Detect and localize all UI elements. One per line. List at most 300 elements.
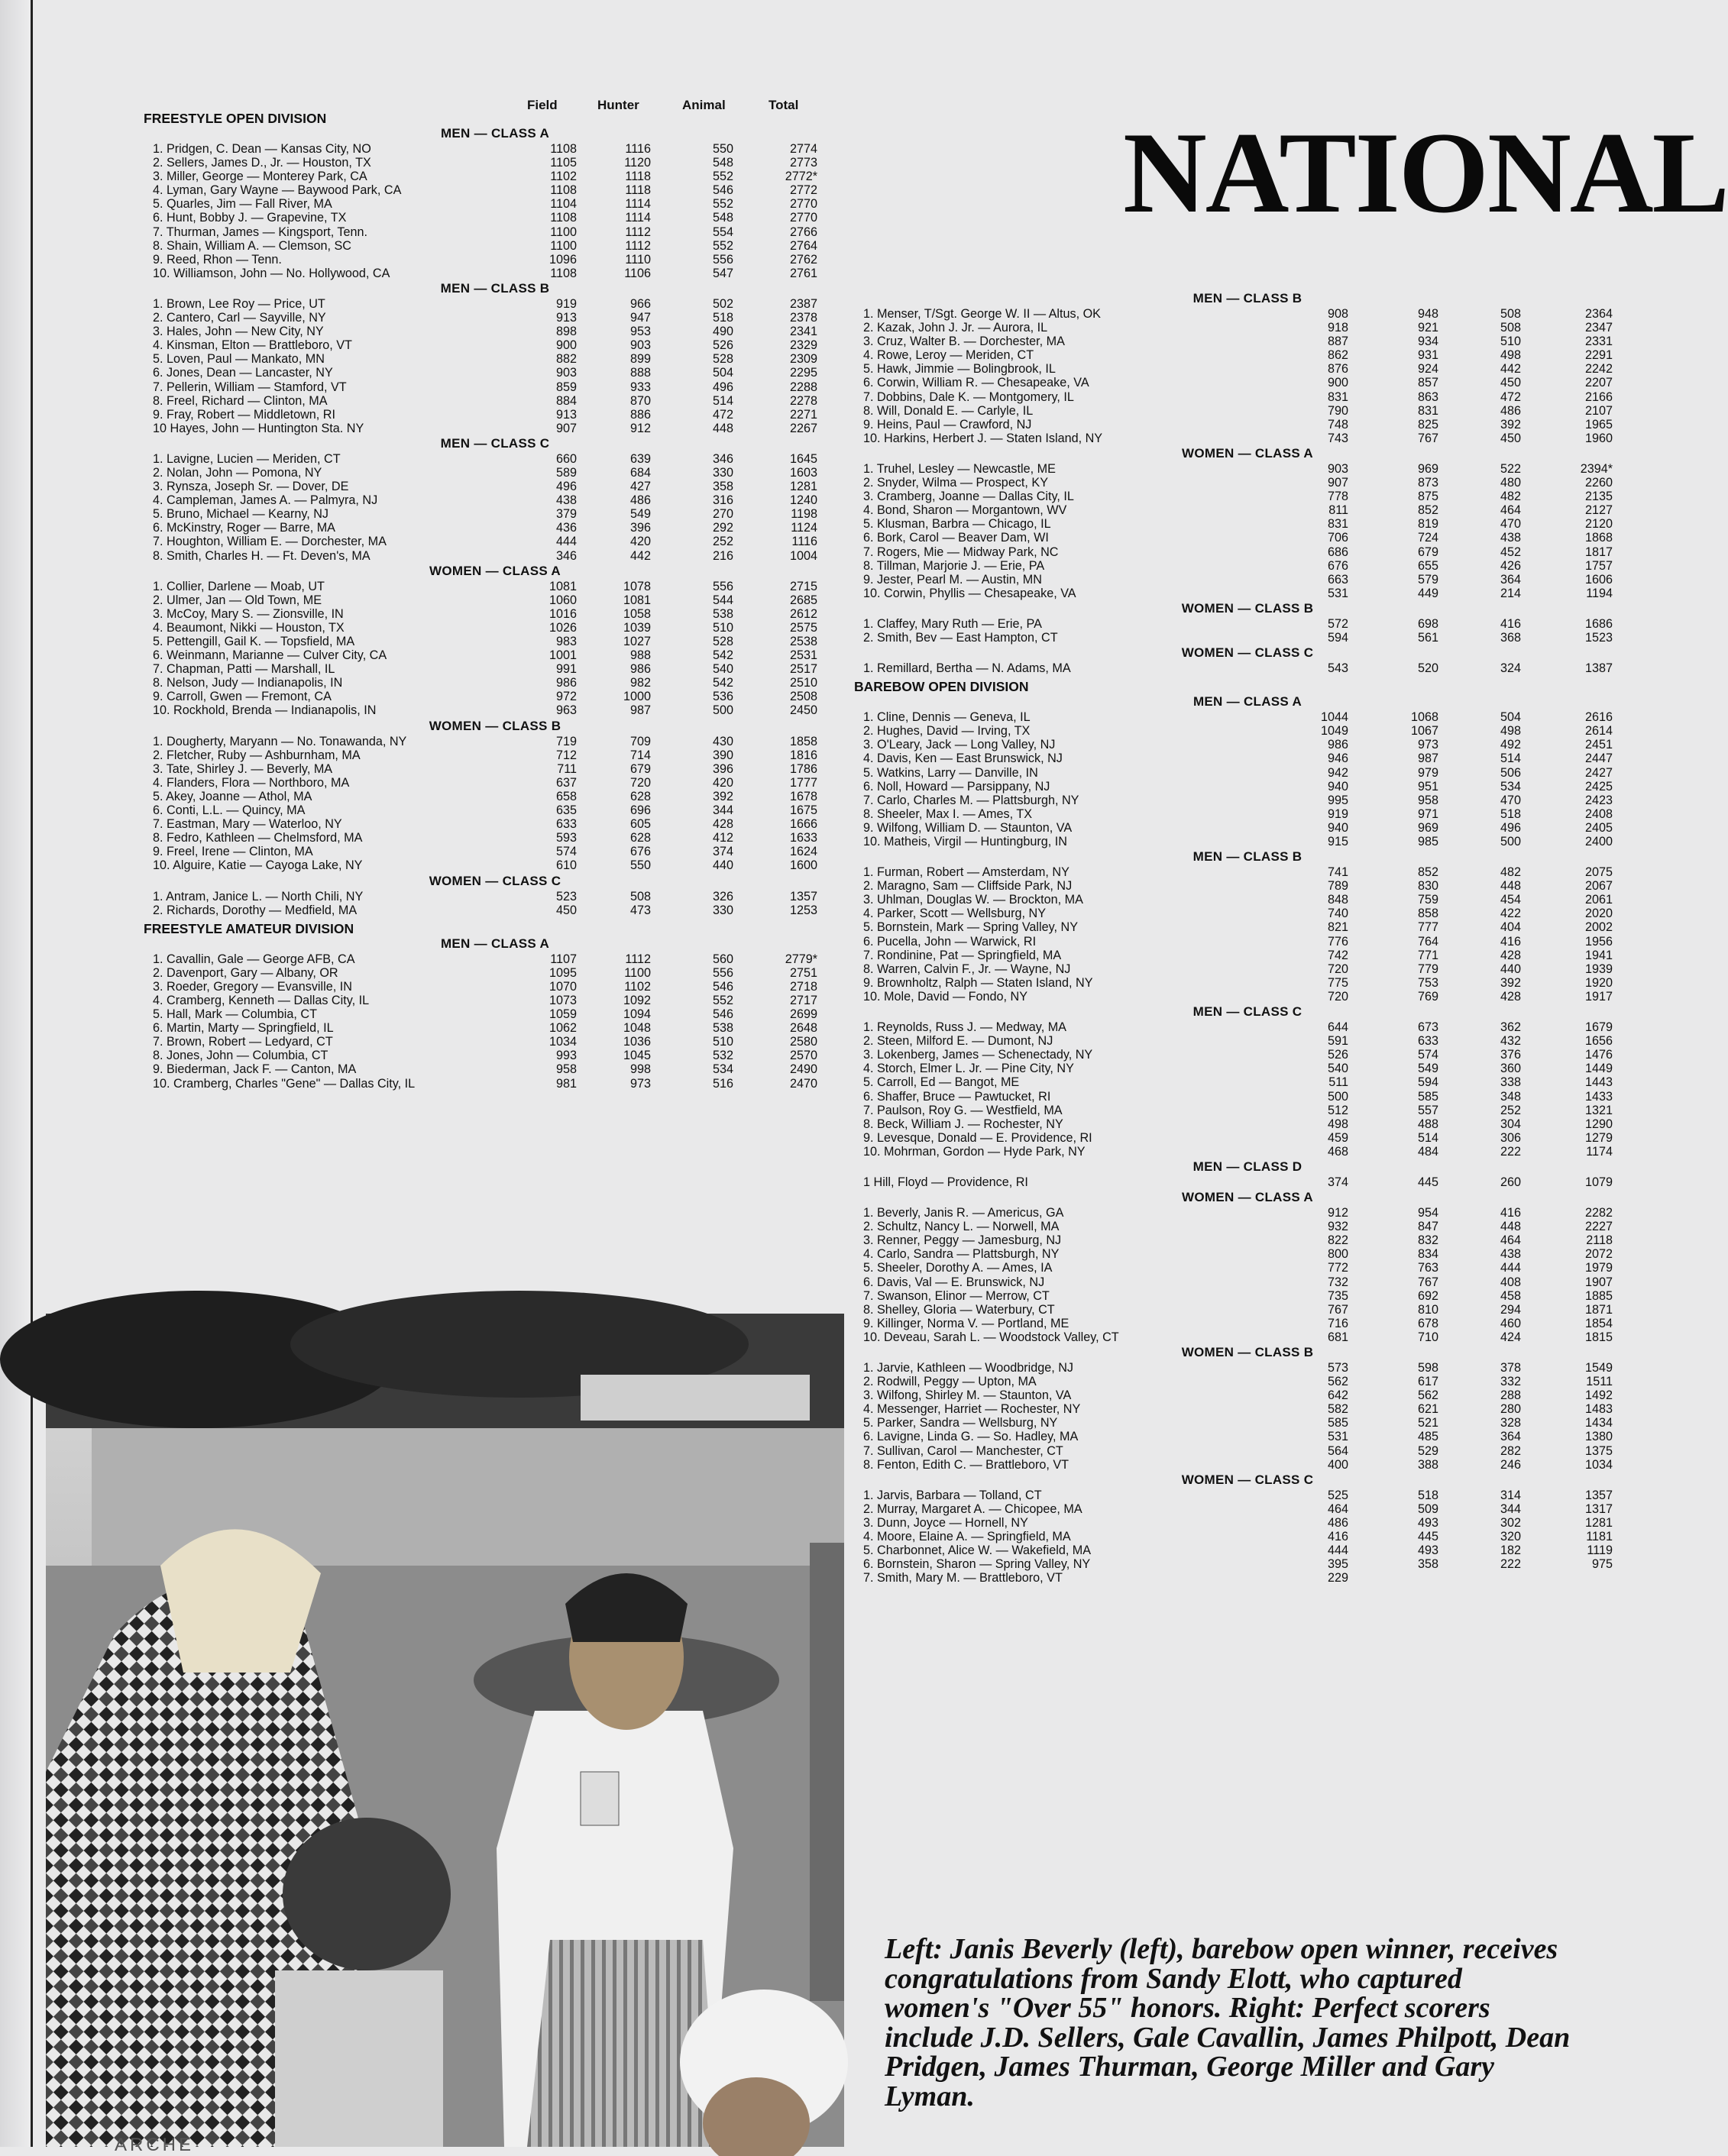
field-score: 436 [555, 521, 577, 535]
archer-name: 6. Corwin, William R. — Chesapeake, VA [863, 376, 1089, 390]
total-score: 1124 [791, 521, 817, 535]
archer-name: 3. O'Leary, Jack — Long Valley, NJ [863, 738, 1056, 752]
field-score: 790 [1327, 403, 1348, 418]
archer-name: 4. Carlo, Sandra — Plattsburgh, NY [863, 1247, 1060, 1262]
field-score: 572 [1327, 616, 1348, 631]
result-row [144, 762, 846, 776]
result-row [854, 376, 1641, 390]
field-score: 511 [1328, 1075, 1348, 1090]
result-row [854, 432, 1641, 445]
animal-score: 294 [1500, 1302, 1521, 1317]
archer-name: 8. Nelson, Judy — Indianapolis, IN [153, 676, 343, 690]
hunter-score: 767 [1417, 1275, 1438, 1289]
archer-name: 7. Rondinine, Pat — Springfield, MA [863, 948, 1062, 962]
hunter-score: 969 [1417, 820, 1438, 835]
class-heading: MEN — CLASS B [1192, 849, 1302, 865]
total-score: 1317 [1584, 1501, 1613, 1516]
field-score: 444 [1327, 1543, 1348, 1558]
total-score: 2260 [1584, 476, 1613, 490]
animal-score: 320 [1500, 1530, 1521, 1544]
result-row [854, 821, 1641, 835]
animal-score: 482 [1500, 865, 1521, 880]
hunter-score: 886 [629, 407, 651, 422]
result-row [144, 170, 846, 183]
field-score: 593 [555, 831, 577, 845]
total-score: 2616 [1584, 710, 1613, 725]
total-score: 2002 [1584, 920, 1613, 935]
hunter-score: 973 [629, 1076, 651, 1091]
total-score: 1941 [1584, 948, 1613, 962]
archer-name: 8. Jones, John — Columbia, CT [153, 1049, 328, 1063]
total-score: 2271 [789, 407, 817, 422]
result-row [854, 321, 1641, 335]
result-row [854, 362, 1641, 376]
field-score: 1104 [550, 197, 577, 212]
hunter-score: 852 [1417, 503, 1438, 518]
hunter-score: 673 [1417, 1020, 1438, 1035]
archer-name: 1. Remillard, Bertha — N. Adams, MA [863, 661, 1071, 676]
animal-score: 328 [1500, 1416, 1521, 1430]
field-score: 660 [555, 451, 577, 466]
hunter-score: 1112 [625, 225, 651, 239]
animal-score: 496 [1500, 820, 1521, 835]
archer-name: 5. Hall, Mark — Columbia, CT [153, 1007, 317, 1022]
field-score: 859 [555, 380, 577, 394]
class-heading: WOMEN — CLASS A [1182, 445, 1313, 461]
hunter-score: 777 [1417, 920, 1438, 935]
field-score: 900 [1327, 376, 1348, 390]
field-score: 983 [555, 635, 577, 648]
archer-name: 2. Rodwill, Peggy — Upton, MA [863, 1375, 1037, 1389]
field-score: 720 [1327, 989, 1348, 1004]
archer-name: 7. Chapman, Patti — Marshall, IL [153, 662, 335, 677]
result-row [144, 422, 846, 435]
hunter-score: 873 [1417, 476, 1438, 490]
archer-name: 3. Cruz, Walter B. — Dorchester, MA [863, 335, 1065, 349]
total-score: 2400 [1584, 835, 1613, 849]
result-row [854, 835, 1641, 849]
total-score: 1871 [1584, 1302, 1613, 1317]
result-row [854, 1430, 1641, 1443]
hunter-score: 445 [1417, 1175, 1438, 1189]
hunter-score: 1039 [623, 620, 651, 635]
result-row [854, 794, 1641, 807]
field-score: 940 [1327, 820, 1348, 835]
archer-name: 9. Killinger, Norma V. — Portland, ME [863, 1316, 1069, 1330]
hunter-score: 969 [1417, 461, 1438, 476]
result-row [854, 1458, 1641, 1472]
field-score: 464 [1327, 1501, 1348, 1516]
hunter-score: 561 [1417, 630, 1438, 645]
total-score: 1079 [1584, 1175, 1613, 1189]
class-heading: WOMEN — CLASS C [1181, 645, 1314, 661]
total-score: 2510 [789, 676, 817, 690]
hunter-score: 832 [1417, 1233, 1438, 1248]
animal-score: 348 [1500, 1089, 1521, 1104]
animal-score: 460 [1500, 1316, 1521, 1330]
hunter-score: 987 [1417, 752, 1438, 766]
result-row [854, 1048, 1641, 1062]
hunter-score: 825 [1417, 417, 1438, 432]
result-row [144, 858, 846, 872]
animal-score: 412 [712, 831, 733, 845]
result-row [144, 776, 846, 790]
result-row [144, 297, 846, 311]
animal-score: 506 [1500, 765, 1521, 780]
total-score: 2331 [1584, 335, 1613, 349]
total-score: 1645 [789, 451, 817, 466]
hunter-score: 903 [629, 338, 651, 353]
field-score: 450 [555, 903, 577, 917]
animal-score: 510 [712, 620, 733, 635]
result-row [854, 631, 1641, 645]
division-title: FREESTYLE AMATEUR DIVISION [144, 920, 354, 936]
result-row [854, 476, 1641, 490]
field-score: 862 [1327, 348, 1348, 363]
result-row [144, 803, 846, 817]
archer-name: 1. Furman, Robert — Amsterdam, NY [863, 865, 1069, 880]
archer-name: 4. Cramberg, Kenneth — Dallas City, IL [153, 993, 370, 1007]
hunter-score: 679 [1417, 545, 1438, 559]
archer-name: 9. Brownholtz, Ralph — Staten Island, NY [863, 975, 1093, 990]
total-score: 975 [1591, 1557, 1613, 1572]
hunter-score: 388 [1417, 1457, 1438, 1472]
field-score: 900 [555, 338, 577, 353]
result-row [144, 676, 846, 690]
hunter-score: 549 [1417, 1062, 1438, 1076]
result-row [854, 1131, 1641, 1145]
result-row [144, 1049, 846, 1062]
total-score: 2580 [789, 1035, 817, 1049]
animal-score: 280 [1500, 1402, 1521, 1417]
hunter-score: 485 [1417, 1430, 1438, 1444]
field-score: 887 [1327, 335, 1348, 349]
field-score: 898 [555, 325, 577, 339]
total-score: 2072 [1584, 1247, 1613, 1262]
result-row [854, 617, 1641, 631]
result-row [854, 462, 1641, 476]
archer-name: 10. Rockhold, Brenda — Indianapolis, IN [153, 703, 377, 718]
result-row [854, 531, 1641, 545]
animal-score: 346 [712, 451, 733, 466]
archer-name: 8. Beck, William J. — Rochester, NY [863, 1117, 1063, 1131]
result-row [144, 593, 846, 607]
animal-score: 510 [712, 1035, 733, 1049]
animal-score: 548 [712, 156, 733, 170]
animal-score: 444 [1500, 1261, 1521, 1275]
total-score: 2762 [789, 252, 817, 267]
field-score: 582 [1327, 1402, 1348, 1417]
archer-name: 8. Fedro, Kathleen — Chelmsford, MA [153, 831, 363, 845]
total-score: 2685 [789, 593, 817, 607]
field-score: 1100 [550, 238, 577, 253]
class-heading: MEN — CLASS C [1192, 1004, 1302, 1020]
result-row [144, 380, 846, 394]
animal-score: 448 [1500, 1220, 1521, 1234]
animal-score: 504 [712, 366, 733, 380]
animal-score: 514 [1500, 752, 1521, 766]
hunter-score: 1114 [625, 197, 651, 212]
field-score: 940 [1327, 779, 1348, 794]
field-score: 1081 [548, 579, 577, 593]
total-score: 1281 [789, 480, 817, 494]
result-row [144, 211, 846, 225]
hunter-score: 484 [1417, 1144, 1438, 1159]
result-row [854, 559, 1641, 573]
result-row [144, 831, 846, 845]
hunter-score: 684 [629, 465, 651, 480]
archer-name: 6. Pucella, John — Warwick, RI [863, 934, 1037, 949]
total-score: 2770 [789, 197, 817, 212]
field-score: 789 [1327, 879, 1348, 894]
total-score: 2450 [789, 703, 817, 718]
field-score: 932 [1327, 1220, 1348, 1234]
hunter-score: 520 [1417, 661, 1438, 676]
field-score: 663 [1327, 572, 1348, 587]
field-score: 848 [1327, 893, 1348, 907]
field-score: 637 [555, 775, 577, 790]
total-score: 2715 [789, 579, 817, 593]
animal-score: 374 [712, 845, 733, 859]
hunter-score: 1067 [1410, 724, 1438, 739]
result-row [144, 466, 846, 480]
result-row [144, 890, 846, 903]
archer-name: 6. Lavigne, Linda G. — So. Hadley, MA [863, 1430, 1079, 1444]
archer-name: 7. Eastman, Mary — Waterloo, NY [153, 817, 342, 832]
division-title: FREESTYLE OPEN DIVISION [144, 111, 327, 126]
total-score: 2288 [789, 380, 817, 394]
total-score: 1854 [1584, 1316, 1613, 1330]
field-score: 706 [1327, 531, 1348, 545]
field-score: 444 [555, 535, 577, 549]
archer-name: 1 Hill, Floyd — Providence, RI [863, 1175, 1028, 1189]
total-score: 2120 [1584, 517, 1613, 532]
result-row [144, 197, 846, 211]
total-score: 1679 [1584, 1020, 1613, 1035]
hunter-score: 679 [629, 761, 651, 776]
result-row [854, 1543, 1641, 1557]
animal-score: 288 [1500, 1388, 1521, 1403]
hunter-score: 852 [1417, 865, 1438, 880]
archer-name: 2. Sellers, James D., Jr. — Houston, TX [153, 156, 371, 170]
result-row [854, 1020, 1641, 1034]
archer-name: 5. Charbonnet, Alice W. — Wakefield, MA [863, 1543, 1092, 1558]
field-score: 778 [1327, 490, 1348, 504]
animal-score: 532 [712, 1049, 733, 1063]
class-heading: MEN — CLASS A [1192, 694, 1302, 710]
hunter-score: 988 [629, 648, 651, 663]
total-score: 2291 [1584, 348, 1613, 363]
result-row [854, 1303, 1641, 1317]
field-score: 913 [555, 407, 577, 422]
hunter-score: 574 [1417, 1048, 1438, 1062]
archer-name: 3. Rynsza, Joseph Sr. — Dover, DE [153, 480, 349, 494]
field-score: 531 [1327, 586, 1348, 600]
animal-score: 448 [1500, 879, 1521, 894]
hunter-score: 857 [1417, 376, 1438, 390]
archer-name: 9. Biederman, Jack F. — Canton, MA [153, 1062, 357, 1077]
archer-name: 5. Loven, Paul — Mankato, MN [153, 352, 325, 367]
result-row [854, 1075, 1641, 1089]
hunter-score: 514 [1417, 1130, 1438, 1145]
result-row [854, 1330, 1641, 1344]
hunter-score: 639 [629, 451, 651, 466]
total-score: 2699 [789, 1007, 817, 1022]
archer-name: 7. Paulson, Roy G. — Westfield, MA [863, 1103, 1063, 1117]
total-score: 2538 [789, 635, 817, 648]
total-score: 1603 [789, 465, 817, 480]
hunter-score: 767 [1417, 431, 1438, 445]
animal-score: 316 [712, 493, 733, 508]
hunter-score: 420 [629, 535, 651, 549]
animal-score: 472 [1500, 390, 1521, 404]
result-row [854, 517, 1641, 531]
archer-name: 2. Murray, Margaret A. — Chicopee, MA [863, 1501, 1082, 1516]
field-score: 972 [555, 690, 577, 704]
result-row [144, 952, 846, 966]
archer-name: 8. Shelley, Gloria — Waterbury, CT [863, 1302, 1055, 1317]
archer-name: 2. Fletcher, Ruby — Ashburnham, MA [153, 748, 361, 762]
animal-score: 416 [1500, 616, 1521, 631]
result-row [854, 661, 1641, 675]
hunter-score: 724 [1417, 531, 1438, 545]
hunter-score: 948 [1417, 307, 1438, 321]
animal-score: 538 [712, 1021, 733, 1036]
total-score: 2267 [789, 421, 817, 435]
animal-score: 482 [1500, 490, 1521, 504]
class-heading: WOMEN — CLASS A [1182, 1190, 1313, 1205]
field-score: 915 [1327, 835, 1348, 849]
total-score: 1443 [1584, 1075, 1613, 1090]
total-score: 2490 [789, 1062, 817, 1077]
hunter-score: 971 [1417, 806, 1438, 821]
total-score: 1492 [1584, 1388, 1613, 1403]
hunter-score: 1045 [623, 1049, 651, 1063]
hunter-score: 986 [629, 662, 651, 677]
field-score: 468 [1327, 1144, 1348, 1159]
field-score: 776 [1327, 934, 1348, 949]
field-score: 500 [1327, 1089, 1348, 1104]
hunter-score: 753 [1417, 975, 1438, 990]
animal-score: 452 [1500, 545, 1521, 559]
total-score: 1380 [1584, 1430, 1613, 1444]
archer-name: 8. Warren, Calvin F., Jr. — Wayne, NJ [863, 962, 1071, 976]
total-score: 2764 [789, 238, 817, 253]
archer-name: 10 Hayes, John — Huntington Sta. NY [153, 421, 364, 435]
animal-score: 344 [712, 803, 733, 818]
result-row [144, 1077, 846, 1091]
result-row [144, 735, 846, 748]
col-header-hunter: Hunter [597, 98, 639, 112]
hunter-score: 486 [629, 493, 651, 508]
field-score: 919 [555, 296, 577, 311]
archer-name: 5. Bornstein, Mark — Spring Valley, NY [863, 920, 1078, 935]
total-score: 1240 [789, 493, 817, 508]
archer-name: 3. Uhlman, Douglas W. — Brockton, MA [863, 893, 1083, 907]
animal-score: 534 [712, 1062, 733, 1077]
archer-name: 6. Weinmann, Marianne — Culver City, CA [153, 648, 387, 663]
field-score: 1100 [550, 225, 577, 239]
field-score: 1073 [548, 993, 577, 1007]
field-score: 374 [1327, 1175, 1348, 1189]
total-score: 1279 [1584, 1130, 1613, 1145]
archer-name: 10. Williamson, John — No. Hollywood, CA [153, 266, 390, 280]
animal-score: 344 [1500, 1501, 1521, 1516]
total-score: 1757 [1584, 558, 1613, 573]
result-row [854, 1289, 1641, 1303]
archer-name: 7. Carlo, Charles M. — Plattsburgh, NY [863, 793, 1079, 807]
class-heading: WOMEN — CLASS B [429, 718, 561, 733]
archer-name: 10. Alguire, Katie — Cayoga Lake, NY [153, 858, 363, 873]
animal-score: 252 [1500, 1103, 1521, 1117]
field-score: 958 [555, 1062, 577, 1077]
total-score: 2075 [1584, 865, 1613, 880]
hunter-score: 1110 [625, 252, 651, 267]
result-row [144, 452, 846, 466]
hunter-score: 529 [1417, 1443, 1438, 1458]
archer-name: 9. Heins, Paul — Crawford, NJ [863, 417, 1032, 432]
archer-name: 4. Bond, Sharon — Morgantown, WV [863, 503, 1067, 518]
class-heading: MEN — CLASS A [440, 126, 550, 141]
total-score: 2570 [789, 1049, 817, 1063]
result-row [854, 1175, 1641, 1189]
archer-name: 2. Smith, Bev — East Hampton, CT [863, 630, 1058, 645]
field-score: 882 [555, 352, 577, 367]
total-score: 2067 [1584, 879, 1613, 894]
animal-score: 270 [712, 507, 733, 522]
result-row [144, 662, 846, 676]
field-score: 400 [1327, 1457, 1348, 1472]
result-row [144, 311, 846, 325]
animal-score: 396 [712, 761, 733, 776]
total-score: 1858 [789, 734, 817, 748]
hunter-score: 947 [629, 311, 651, 325]
animal-score: 360 [1500, 1062, 1521, 1076]
total-score: 2329 [789, 338, 817, 353]
field-score: 811 [1328, 503, 1348, 518]
animal-score: 376 [1500, 1048, 1521, 1062]
class-heading: WOMEN — CLASS A [429, 563, 561, 578]
animal-score: 508 [1500, 307, 1521, 321]
total-score: 1686 [1584, 616, 1613, 631]
total-score: 1917 [1584, 989, 1613, 1004]
result-row [854, 935, 1641, 949]
results-right-column [854, 290, 1641, 1585]
field-score: 526 [1327, 1048, 1348, 1062]
hunter-score: 396 [629, 521, 651, 535]
result-row [144, 1021, 846, 1035]
hunter-score: 769 [1417, 989, 1438, 1004]
archer-name: 3. Lokenberg, James — Schenectady, NY [863, 1048, 1093, 1062]
class-heading: MEN — CLASS A [440, 936, 550, 951]
total-score: 2135 [1584, 490, 1613, 504]
archer-name: 1. Lavigne, Lucien — Meriden, CT [153, 451, 341, 466]
hunter-score: 875 [1417, 490, 1438, 504]
hunter-score: 493 [1417, 1515, 1438, 1530]
animal-score: 450 [1500, 376, 1521, 390]
field-score: 822 [1327, 1233, 1348, 1248]
result-row [854, 724, 1641, 738]
total-score: 2772* [785, 170, 817, 184]
col-header-field: Field [527, 98, 558, 112]
archer-name: 6. Bork, Carol — Beaver Dam, WI [863, 531, 1049, 545]
field-score: 1108 [550, 211, 577, 225]
animal-score: 502 [712, 296, 733, 311]
animal-score: 222 [1500, 1144, 1521, 1159]
animal-score: 552 [712, 993, 733, 1007]
hunter-score: 888 [629, 366, 651, 380]
field-score: 1102 [550, 170, 577, 184]
